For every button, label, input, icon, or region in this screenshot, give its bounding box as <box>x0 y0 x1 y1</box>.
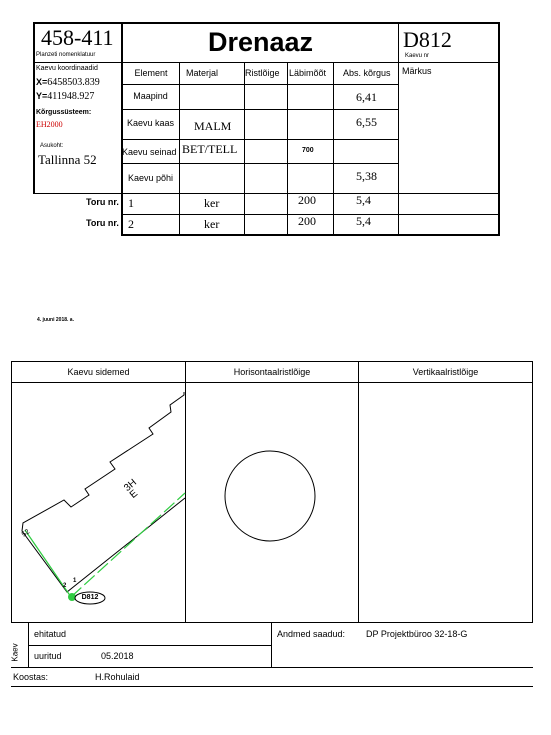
building-label: 3H E <box>122 477 141 501</box>
col-header-note: Märkus <box>402 66 432 76</box>
cross-section-circle <box>225 451 315 541</box>
data-source-value: DP Projektbüroo 32-18-G <box>366 629 468 639</box>
height-system-value: EH2000 <box>36 120 63 129</box>
row-element: Kaevu põhi <box>127 173 174 183</box>
data-source-label: Andmed saadud: <box>277 629 346 639</box>
coords-label: Kaevu koordinaadid <box>36 65 98 72</box>
row-element: Maapind <box>133 91 168 101</box>
pipe-label: Toru nr. <box>86 218 119 228</box>
nomenclature-code: 458-411 <box>41 25 114 50</box>
compiled-value: H.Rohulaid <box>95 672 140 682</box>
pipe-height: 5,4 <box>356 214 371 228</box>
built-label: ehitatud <box>34 629 67 639</box>
row-diameter: 700 <box>302 147 314 154</box>
pipe-num-1: 1 <box>73 578 77 584</box>
examined-value: 05.2018 <box>101 651 134 661</box>
nomenclature-label: Planzeti nomenklatuur <box>36 52 96 58</box>
col-header-element: Element <box>134 68 168 78</box>
pipe-line-1 <box>71 493 185 597</box>
pipe-material: ker <box>204 217 220 231</box>
row-height: 6,55 <box>356 115 377 129</box>
page-title: Drenaaz <box>207 27 314 57</box>
location-value: Tallinna 52 <box>38 152 97 167</box>
col-header-cross: Ristlõige <box>245 68 280 78</box>
row-material: BET/TELL <box>182 142 238 156</box>
pipe-material: ker <box>204 196 220 210</box>
drawing-title-horizontal: Horisontaalristlõige <box>233 367 311 377</box>
row-element: Kaevu seinad <box>122 147 177 157</box>
drawing-title-vertical: Vertikaalristlõige <box>412 367 479 377</box>
pipe-height: 5,4 <box>356 193 371 207</box>
x-coordinate: X=6458503.839 <box>36 77 100 88</box>
height-system-label: Kõrgussüsteem: <box>36 109 92 116</box>
y-coordinate: Y=411948.927 <box>36 91 95 102</box>
pipe-num-2: 2 <box>63 583 67 589</box>
row-height: 6,41 <box>356 90 377 104</box>
pipe-diameter: 200 <box>298 214 316 228</box>
well-number: D812 <box>403 27 452 52</box>
compiled-label: Koostas: <box>13 672 49 682</box>
date-note: 4. juuni 2018. a. <box>37 317 74 323</box>
pipe-number: 2 <box>128 217 134 231</box>
well-tag: D812 <box>81 594 99 601</box>
row-height: 5,38 <box>356 169 377 183</box>
row-material: MALM <box>194 119 232 133</box>
pipe-label: Toru nr. <box>86 197 119 207</box>
drawing-title-relations: Kaevu sidemed <box>67 367 130 377</box>
pipe-diameter: 200 <box>298 193 316 207</box>
col-header-material: Materjal <box>186 68 219 78</box>
row-element: Kaevu kaas <box>126 118 175 128</box>
col-header-height: Abs. kõrgus <box>343 68 391 78</box>
col-header-diameter: Läbimõõt <box>289 68 327 78</box>
corner-label: 52 <box>20 528 32 539</box>
well-number-label: Kaevu nr <box>405 53 430 59</box>
examined-label: uuritud <box>34 651 62 661</box>
pipe-number: 1 <box>128 196 134 210</box>
footer-side-label: Kaev <box>10 643 20 662</box>
location-label: Asukoht: <box>40 143 64 149</box>
